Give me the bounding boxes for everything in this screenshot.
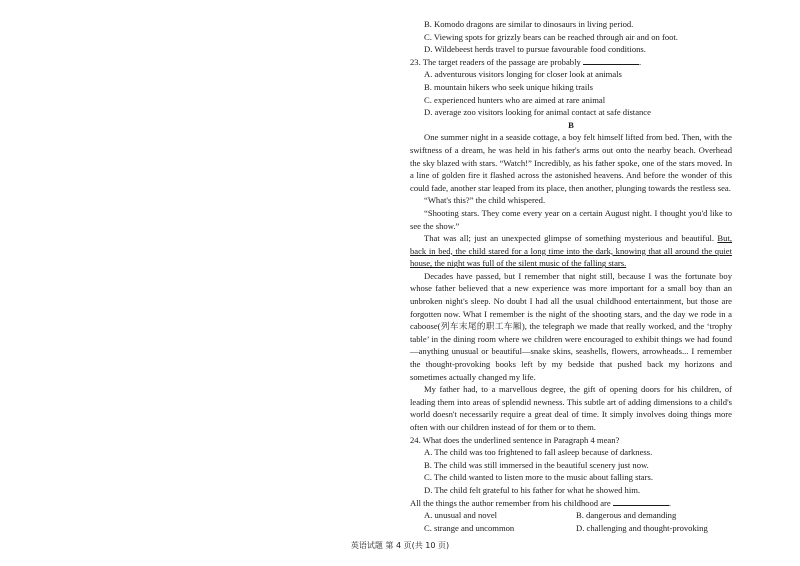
underlined-sentence: But, back in bed, the child stared for a long time into the dark, knowing that all around the quiet house, the night was full of the silent music of the falling stars.	[410, 233, 732, 269]
q25-option-d: D. challenging and thought-provoking	[576, 522, 708, 533]
q22-option-d: D. Wildebeest herds travel to pursue favourable food conditions.	[424, 44, 646, 55]
answer-blank	[583, 56, 642, 67]
q25-option-c: C. strange and uncommon	[424, 522, 515, 533]
text-column	[410, 18, 732, 534]
q23-option-b: B. mountain hikers who seek unique hiking trails	[424, 81, 593, 92]
q23-option-d: D. average zoo visitors looking for animal contact at safe distance	[424, 107, 651, 118]
q23-stem-end: .	[638, 56, 642, 67]
q23-stem	[410, 56, 732, 69]
answer-blank	[613, 497, 672, 508]
q22-option-b: B. Komodo dragons are similar to dinosaurs in living period.	[424, 19, 634, 29]
paragraph-5: Decades have passed, but I remember that night still, because I was the fortunate boy whose father believed that a new experience was more important for a small boy than an unbroken night's sleep. No doubt I had all the usual childhood entertainment, but those are forgotten now. What I remember is the night of the shooting stars, and the day we rode in a caboose(列车末尾的职工车厢), the telegraph we made that really worked, and the ‘trophy table’ in the dining room where we children were encouraged to exhibit things we had found—anything unusual or beautiful—snake skins, seashells, flowers, arrowheads... I remember the thought-provoking books left by my bedside that pushed back my horizons and sometimes actually changed my life.	[410, 270, 732, 382]
paragraph-2: “What's this?” the child whispered.	[424, 195, 546, 206]
paragraph-3: “Shooting stars. They come every year on a certain August night. I thought you'd like to see the show.”	[410, 207, 732, 231]
page-footer: 英语试题 第 4 页(共 10 页)	[350, 541, 450, 550]
q23-option-c: C. experienced hunters who are aimed at rare animal	[424, 94, 606, 105]
q24-stem: 24. What does the underlined sentence in Paragraph 4 mean?	[410, 434, 620, 445]
paragraph-1: One summer night in a seaside cottage, a boy felt himself lifted from bed. Then, with the swiftness of a dream, he was held in his father's arms out onto the nearby beach. Overhead the sky blazed with stars. “Watch!” Incredibly, as his father spoke, one of the stars moved. In a line of golden fire it flashed across the astonished heavens. And before the wonder of this could fade, another star leaped from its place, then another, plunging towards the restless sea.	[410, 132, 732, 193]
paragraph-4	[410, 232, 732, 270]
q25-stem-text: All the things the author remember from his childhood are	[410, 497, 611, 508]
q25-options-row-2	[410, 522, 732, 535]
q25-option-a: A. unusual and novel	[424, 510, 498, 521]
q25-options-row-1	[410, 509, 732, 522]
section-b-title: B	[568, 119, 574, 130]
q25-stem	[410, 497, 732, 510]
q24-option-c: C. The child wanted to listen more to the music about falling stars.	[424, 472, 653, 483]
q23-option-a: A. adventurous visitors longing for closer look at animals	[424, 69, 622, 80]
q25-option-b: B. dangerous and demanding	[576, 510, 677, 521]
q23-stem-text: 23. The target readers of the passage are probably	[410, 56, 581, 67]
q25-stem-end: .	[668, 497, 672, 508]
paragraph-4-first: That was all; just an unexpected glimpse of something mysterious and beautiful.	[424, 233, 715, 244]
q24-option-a: A. The child was too frightened to fall asleep because of darkness.	[424, 447, 653, 458]
paragraph-6: My father had, to a marvellous degree, the gift of opening doors for his children, of leading them into areas of splendid newness. This subtle art of adding dimensions to a child's world doesn't necessarily require a great deal of time. It simply involves doing things more often with our children instead of for them or to them.	[410, 384, 732, 432]
q24-option-b: B. The child was still immersed in the beautiful scenery just now.	[424, 459, 649, 470]
q24-option-d: D. The child felt grateful to his father for what he showed him.	[424, 484, 641, 495]
q22-option-c: C. Viewing spots for grizzly bears can be reached through air and on foot.	[424, 31, 678, 42]
